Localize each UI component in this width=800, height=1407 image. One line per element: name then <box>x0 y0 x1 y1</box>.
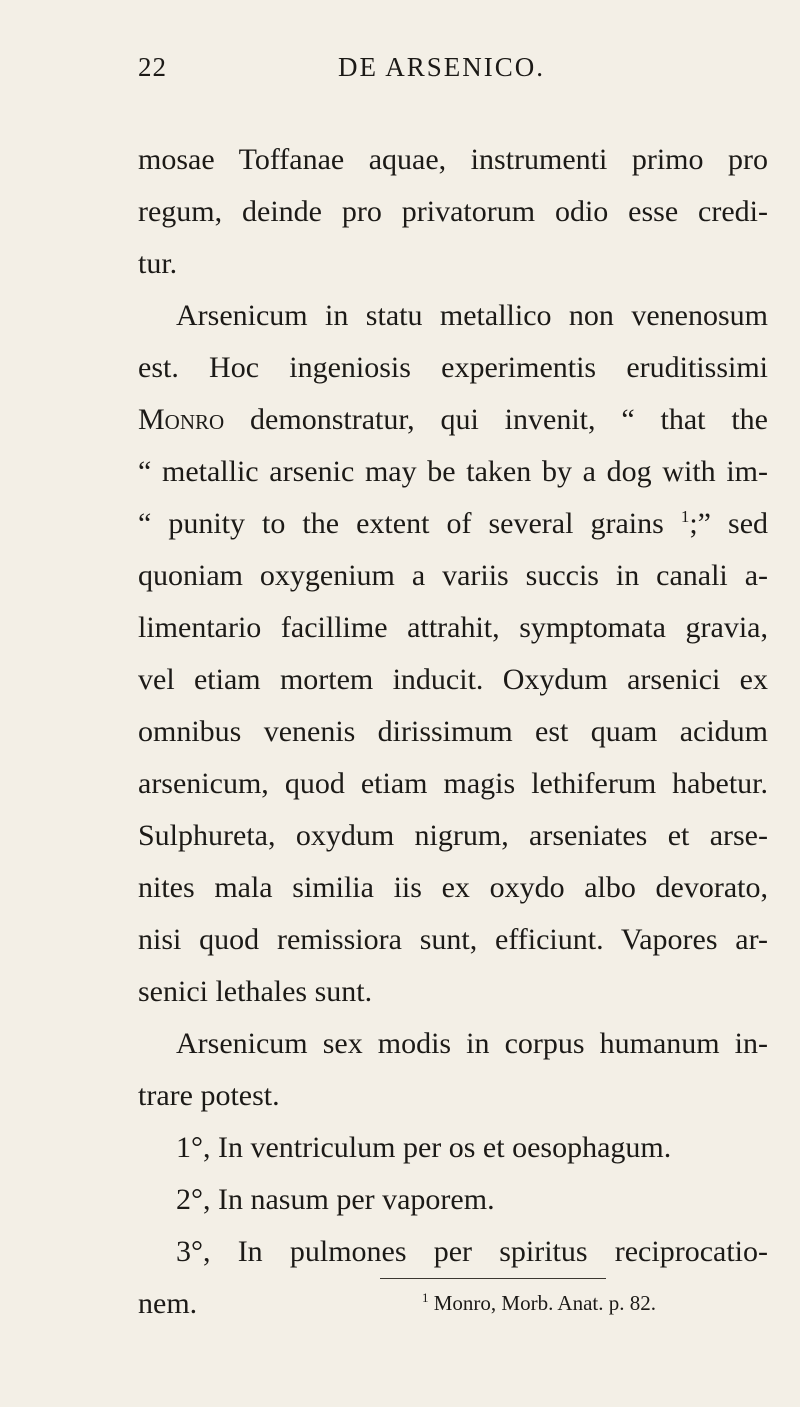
text-line: omnibus venenis dirissimum est quam acidum <box>138 715 768 748</box>
line-text: “ punity to the extent of several grains <box>138 507 664 540</box>
text-line: regum, deinde pro privatorum odio esse credi- <box>138 195 768 228</box>
page-number: 22 <box>138 52 167 82</box>
text-line: trare potest. <box>138 1079 280 1112</box>
line-text: ;” sed <box>689 507 769 540</box>
text-line: Arsenicum sex modis in corpus humanum in- <box>176 1027 768 1060</box>
footnote-marker: 1 <box>422 1290 429 1305</box>
text-line: nisi quod remissiora sunt, efficiunt. Vapores ar- <box>138 923 768 956</box>
footnote <box>422 1286 656 1320</box>
body-text <box>138 134 768 1330</box>
list-item: 2°, In nasum per vaporem. <box>176 1183 495 1216</box>
text-line: quoniam oxygenium a variis succis in canali a- <box>138 559 768 592</box>
text-line: Arsenicum in statu metallico non venenosum <box>176 299 768 332</box>
line-text: demonstratur, qui invenit, “ that the <box>224 403 768 436</box>
text-line <box>138 498 768 550</box>
footnote-reference: 1 <box>680 507 690 526</box>
text-line: nem. <box>138 1287 198 1320</box>
list-item: 1°, In ventriculum per os et oesophagum. <box>176 1131 672 1164</box>
text-line: tur. <box>138 247 178 280</box>
text-line: limentario facillime attrahit, symptomata gravia, <box>138 611 768 644</box>
text-line: “ metallic arsenic may be taken by a dog with im- <box>138 455 768 488</box>
author-name: Monro <box>138 403 225 436</box>
running-title: DE ARSENICO. <box>338 52 546 82</box>
text-line: Sulphureta, oxydum nigrum, arseniates et arse- <box>138 819 768 852</box>
page-header <box>138 52 768 92</box>
text-line: arsenicum, quod etiam magis lethiferum habetur. <box>138 767 768 800</box>
text-line: est. Hoc ingeniosis experimentis eruditissimi <box>138 351 768 384</box>
footnote-text: Monro, Morb. Anat. p. 82. <box>433 1291 656 1315</box>
text-line: senici lethales sunt. <box>138 975 373 1008</box>
footnote-rule <box>380 1278 606 1279</box>
text-line <box>138 394 768 446</box>
list-item: 3°, In pulmones per spiritus reciprocatio- <box>176 1235 768 1268</box>
text-line: nites mala similia iis ex oxydo albo devorato, <box>138 871 768 904</box>
text-line: mosae Toffanae aquae, instrumenti primo pro <box>138 143 768 176</box>
text-line: vel etiam mortem inducit. Oxydum arsenici ex <box>138 663 768 696</box>
